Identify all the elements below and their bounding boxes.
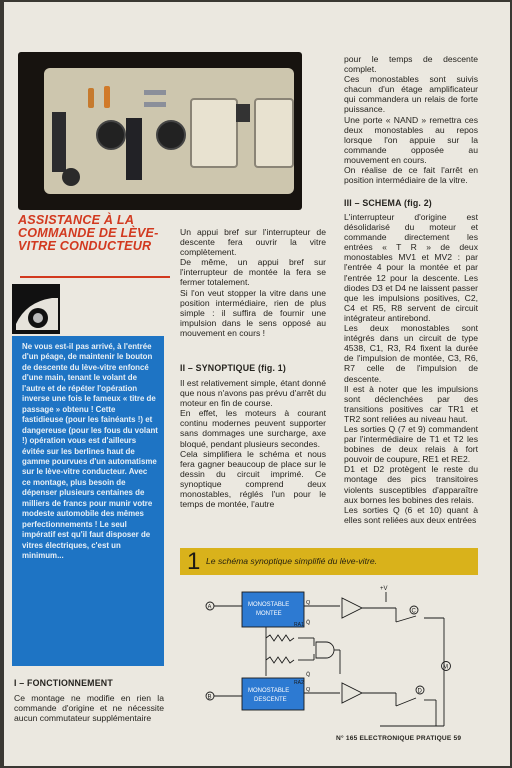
text-schema: L'interrupteur d'origine est désolidarisé du moteur et commande directement les entrées « T R » de deux monostables MV1 et MV2 : par l'entrée 4 pour la montée et par l'entrée 12 pour la descente. Les diodes D3 et D4 ne laissent passer que les impulsions positives, C2, C4 et R5, R8 servent de circuit intégrateur antirebond. Les deux monostables sont intégrés dans un circuit de type 4538, C1, R3, R4 fixent la durée de l'impulsion de montée, C3, R6, R7 celle de l'impulsion de descente. Il est à noter que les impulsions sont déclenchées par des transitions positives car TR1 et TR2 sont reliées au niveau haut. Les sorties Q (7 et 9) commandent par l'intermédiaire de T1 et T2 les bobines de deux relais à fort pouvoir de coupure, RE1 et RE2. D1 et D2 protègent le reste du montage des pics transitoires violents susceptibles d'apparaître aux bornes les bobines des relais. Les sorties Q (6 et 10) quant à elles sont reliées aux deux entrées — [344, 212, 478, 525]
heading-fonctionnement: I – FONCTIONNEMENT — [14, 678, 113, 688]
resistor — [144, 102, 166, 107]
car-wheel-icon — [12, 284, 60, 334]
label-d: D — [417, 688, 422, 695]
synoptic-diagram — [200, 578, 488, 734]
label-qbar-top: Q̄ — [306, 620, 311, 626]
circuit-board-photo — [18, 52, 302, 210]
text-col2-intro: Un appui bref sur l'interrupteur de descente fera ouvrir la vitre complètement. De même, un appui bref sur l'interrupteur de montée la fera se fermer totalement. Si l'on veut stopper la vitre dans une position intermédiaire, rien de plus simple : il suffira de fournir une impulsion dans le sens opposé au mouvement en cours ! — [180, 227, 326, 338]
label-q-top: Q — [306, 600, 311, 606]
block-montee-line2: MONTEE — [256, 611, 282, 617]
relay — [254, 98, 294, 168]
intro-box — [12, 336, 164, 666]
electrolytic-capacitor — [62, 168, 80, 186]
block-descente-line1: MONOSTABLE — [248, 688, 290, 694]
text-fonctionnement: Ce montage ne modifie en rien la commande d'origine et ne nécessite aucun commutateur supplémentaire — [14, 693, 167, 724]
capacitor — [88, 88, 94, 108]
capacitor — [104, 86, 110, 108]
figure-number: 1 — [187, 548, 201, 575]
ic-chip — [126, 118, 142, 180]
transistor — [236, 104, 250, 122]
label-ra2: RA2 — [294, 680, 304, 686]
magazine-page — [4, 2, 510, 766]
title-block — [18, 212, 170, 282]
label-b: B — [207, 694, 212, 701]
block-montee-line1: MONOSTABLE — [248, 602, 290, 608]
text-synoptique: Il est relativement simple, étant donné que nous n'avons pas prévu d'arrêt du moteur en fin de course. En effet, les moteurs à courant continu modernes peuvent supporter sans dommages une surcharge, axe bloqué, pendant plusieurs secondes. Cela simplifiera le schéma et nous fera gagner beaucoup de place sur le dessin du circuit imprimé. Ce synoptique comprend deux monostables, réglés l'un pour le temps de montée, l'autre — [180, 378, 326, 510]
label-plus-v: +V — [380, 586, 388, 592]
figure-caption: Le schéma synoptique simplifié du lève-vitre. — [206, 556, 378, 566]
block-descente-line2: DESCENTE — [254, 697, 287, 703]
relay — [190, 98, 238, 168]
label-a: A — [207, 604, 212, 611]
text-col3-intro: pour le temps de descente complet. Ces monostables sont suivis chacun d'un étage amplificateur qui commandera un relais de forte puissance. Une porte « NAND » remettra ces deux monostables au repos lorsque l'on appuie sur la commande opposée au mouvement en cours. On réalise de ce fait l'arrêt en position intermédiaire de la vitre. — [344, 54, 478, 186]
article-title: ASSISTANCE À LA COMMANDE DE LÈVE-VITRE CONDUCTEUR — [18, 213, 159, 253]
label-ra1: RA1 — [294, 622, 304, 628]
pcb-board — [44, 68, 294, 194]
label-c: C — [411, 608, 416, 615]
intro-text: Ne vous est-il pas arrivé, à l'entrée d'un péage, de maintenir le bouton de descente du lève-vitre enfoncé d'une main, tenant le volant de l'autre et de répéter l'opération inverse une fois le fameux « titre de passage » obtenu ! Cette fastidieuse (pour les fainéants !) et dangereuse (pour les fous du volant !) opération vous est d'ailleurs évitée sur les berlines haut de gamme pourvues d'un automatisme sur le lève-vitre conducteur. Avec ce montage, plus besoin de dépenser plusieurs centaines de milliers de francs pour munir votre modeste automobile des mêmes perfectionnements ! Le seul impératif est qu'il faut disposer de vitres électriques, c'est un minimum... — [22, 342, 161, 561]
page-footer: N° 165 ELECTRONIQUE PRATIQUE 59 — [336, 735, 462, 742]
figure-caption-band — [180, 548, 478, 575]
label-qbar-bottom: Q̄ — [306, 672, 311, 678]
heading-synoptique: II – SYNOPTIQUE (fig. 1) — [180, 363, 286, 373]
trimmer-potentiometer — [96, 120, 126, 150]
ic-chip — [52, 112, 66, 172]
heading-schema: III – SCHEMA (fig. 2) — [344, 198, 432, 208]
label-m: M — [443, 664, 448, 671]
label-q-bottom: Q — [306, 687, 311, 693]
resistor — [144, 90, 166, 95]
trimmer-potentiometer — [156, 120, 186, 150]
title-divider — [20, 276, 170, 278]
